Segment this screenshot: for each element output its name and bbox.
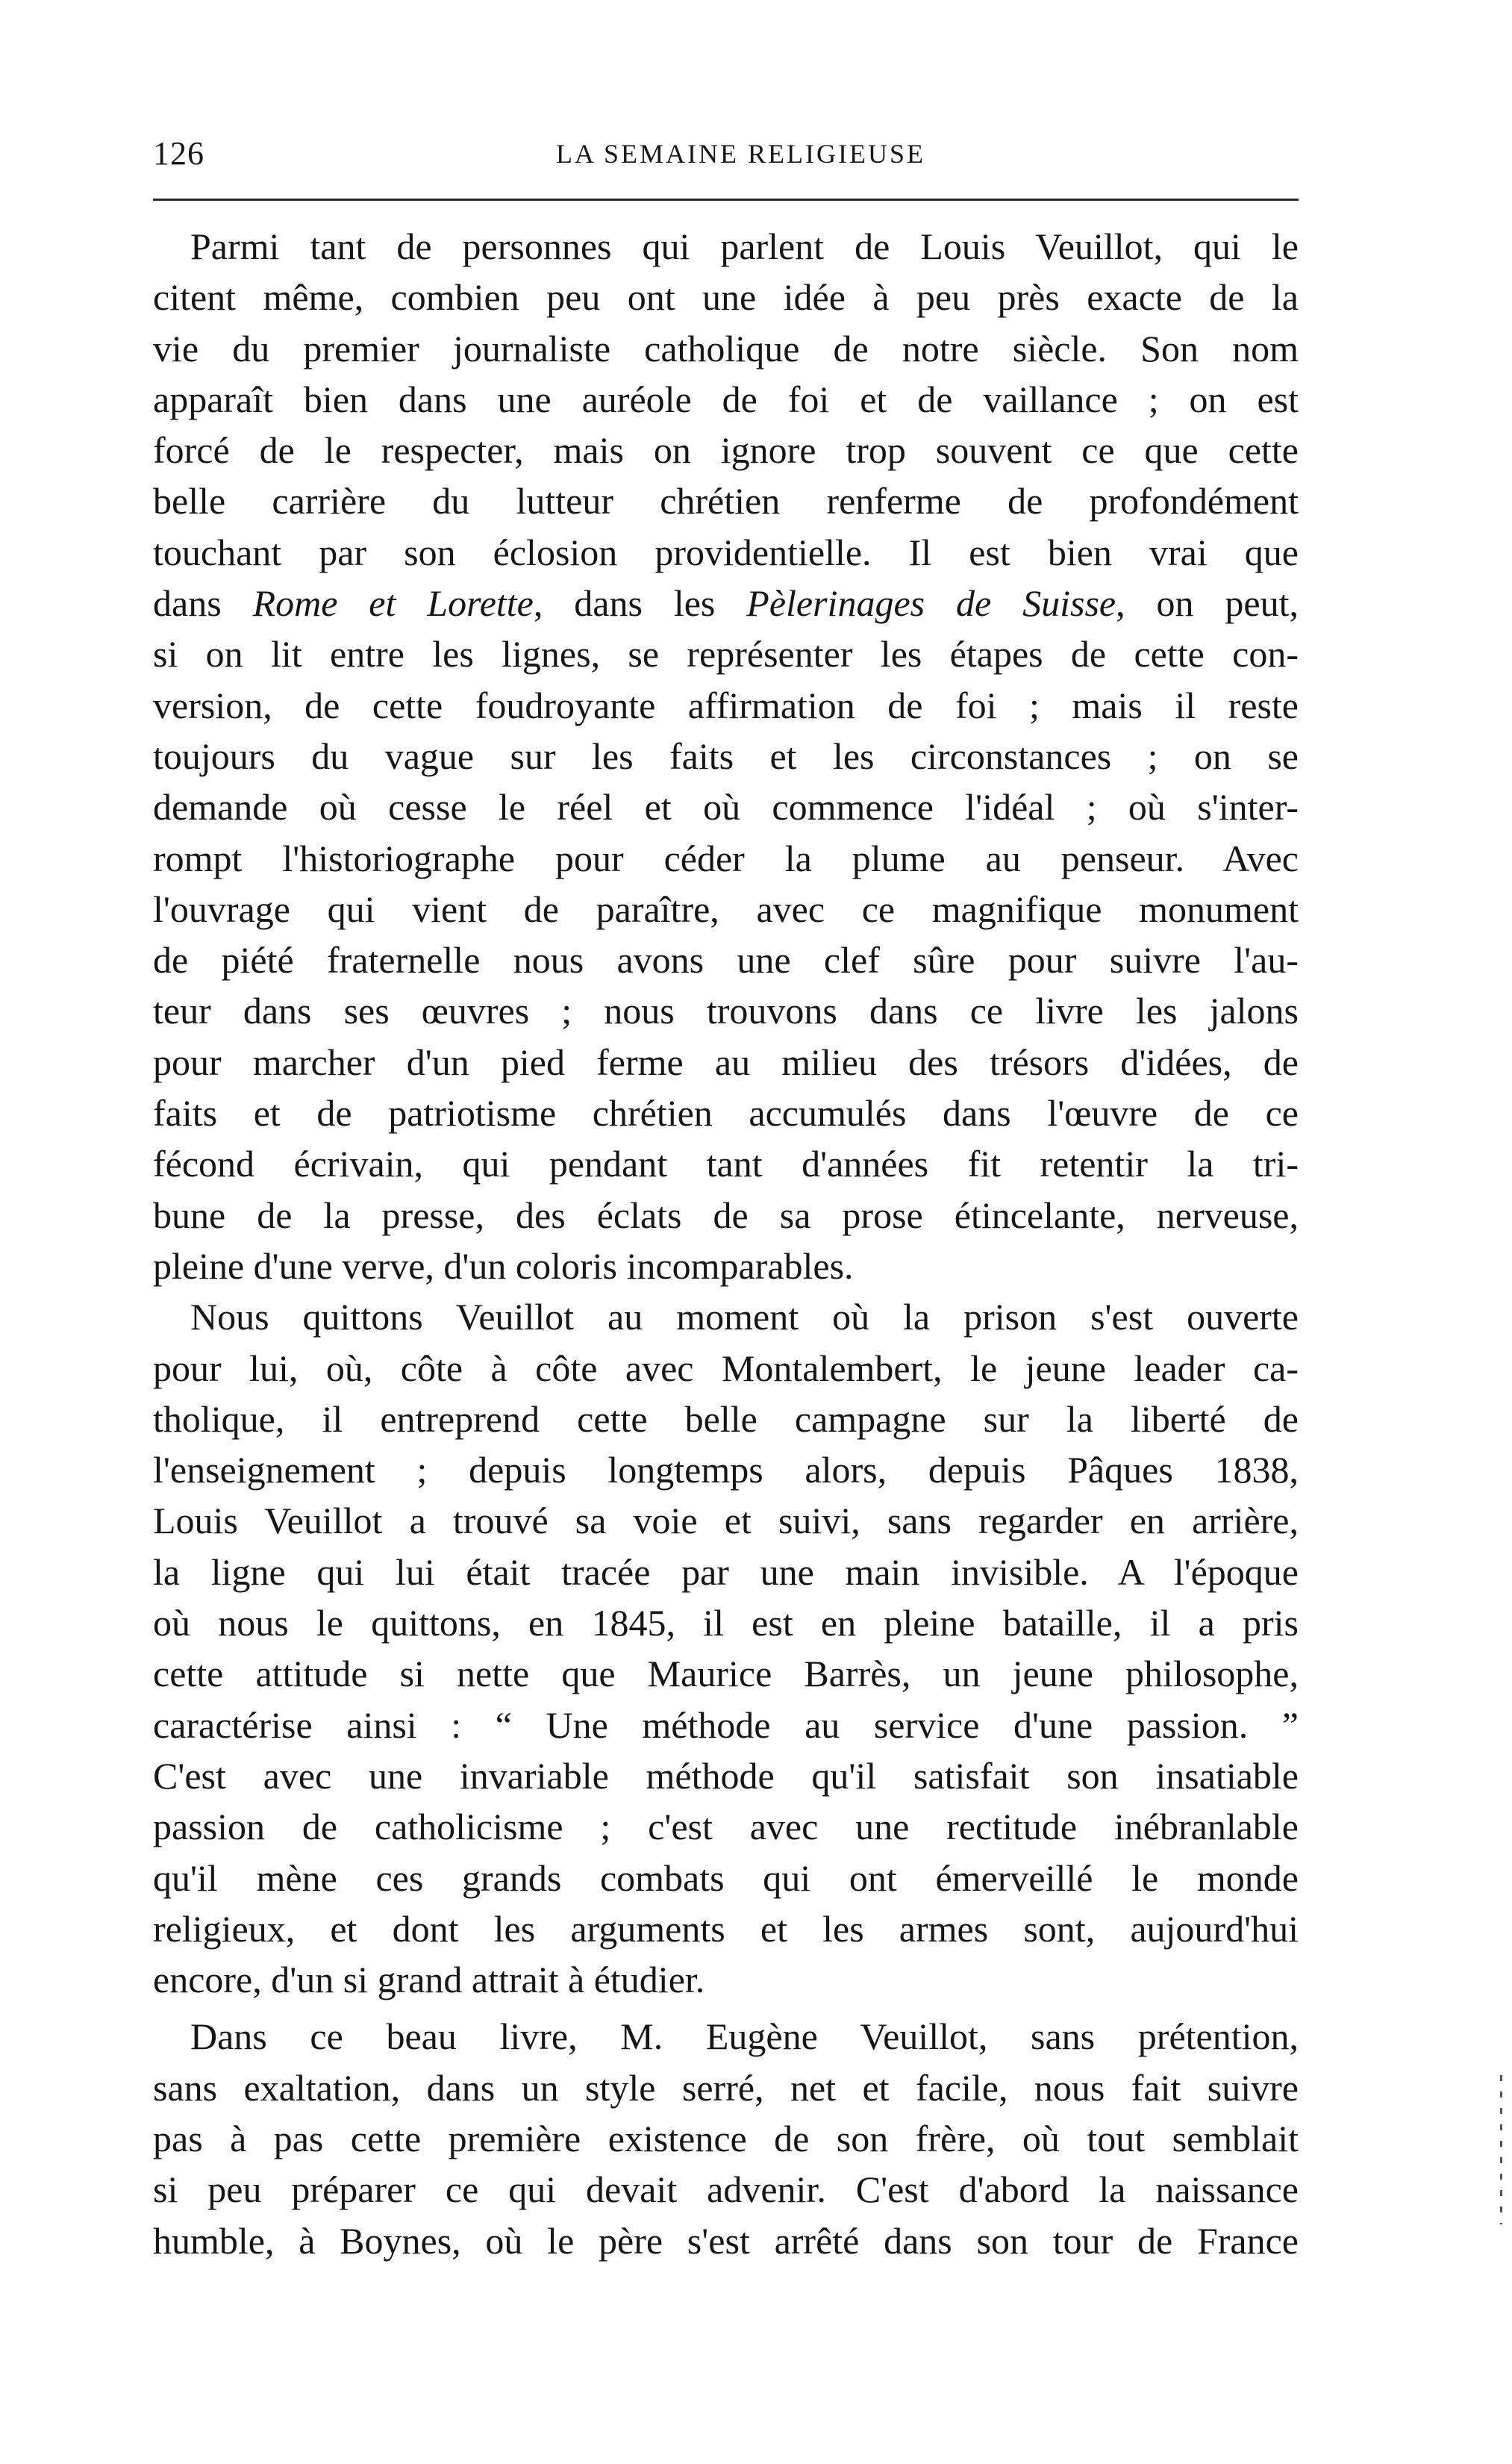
text-line-with-titles [153,578,1299,629]
text-line: cette attitude si nette que Maurice Barrès, un jeune philosophe, [153,1653,1299,1695]
paragraph-1 [153,221,1299,1291]
text-line: l'enseignement ; depuis longtemps alors, depuis Pâques 1838, [153,1449,1299,1491]
text-line: pleine d'une verve, d'un coloris incomparables. [153,1244,854,1287]
text-line: belle carrière du lutteur chrétien renferme de profondément [153,480,1299,523]
text-line: C'est avec une invariable méthode qu'il satisfait son insatiable [153,1754,1299,1797]
text-line: Nous quittons Veuillot au moment où la prison s'est ouverte [190,1296,1299,1338]
text-line: vie du premier journaliste catholique de notre siècle. Son nom [153,327,1299,369]
text-line: citent même, combien peu ont une idée à peu près exacte de la [153,276,1299,319]
text-line: touchant par son éclosion providentielle. Il est bien vrai que [153,531,1299,573]
text-line: faits et de patriotisme chrétien accumulés dans l'œuvre de ce [153,1092,1299,1135]
text-line: la ligne qui lui était tracée par une main invisible. A l'époque [153,1550,1299,1593]
text-line: forcé de le respecter, mais on ignore trop souvent ce que cette [153,429,1299,472]
text-line: teur dans ses œuvres ; nous trouvons dans ce livre les jalons [153,990,1299,1032]
text-line: pour lui, où, côte à côte avec Montalembert, le jeune leader ca- [153,1347,1299,1389]
text-fragment: , dans les [533,582,747,625]
text-line: si peu préparer ce qui devait advenir. C'est d'abord la naissance [153,2168,1299,2211]
text-line: qu'il mène ces grands combats qui ont émerveillé le monde [153,1856,1299,1899]
text-line: version, de cette foudroyante affirmation de foi ; mais il reste [153,684,1299,726]
text-line: bune de la presse, des éclats de sa prose étincelante, nerveuse, [153,1194,1299,1236]
header-rule [153,199,1299,201]
text-line: Dans ce beau livre, M. Eugène Veuillot, sans prétention, [190,2015,1299,2058]
text-line: rompt l'historiographe pour céder la plume au penseur. Avec [153,837,1299,879]
page-number: 126 [153,135,204,172]
text-line: de piété fraternelle nous avons une clef sûre pour suivre l'au- [153,939,1299,982]
margin-scan-marks [1500,2075,1502,2224]
text-line: tholique, il entreprend cette belle campagne sur la liberté de [153,1397,1299,1440]
text-line: sans exaltation, dans un style serré, net et facile, nous fait suivre [153,2066,1299,2109]
text-line: où nous le quittons, en 1845, il est en pleine bataille, il a pris [153,1602,1299,1644]
book-title-rome-et-lorette: Rome et Lorette [252,582,534,625]
book-title-pelerinages-de-suisse: Pèlerinages de Suisse [746,582,1116,625]
text-line: caractérise ainsi : “ Une méthode au service d'une passion. ” [153,1703,1299,1746]
text-line: fécond écrivain, qui pendant tant d'années fit retentir la tri- [153,1143,1299,1185]
text-line: Louis Veuillot a trouvé sa voie et suivi, sans regarder en arrière, [153,1500,1299,1542]
text-line: passion de catholicisme ; c'est avec une rectitude inébranlable [153,1806,1299,1848]
running-title: LA SEMAINE RELIGIEUSE [556,139,925,169]
text-line: demande où cesse le réel et où commence l'idéal ; où s'inter- [153,786,1299,829]
paragraph-3 [153,2011,1299,2265]
text-line: religieux, et dont les arguments et les armes sont, aujourd'hui [153,1907,1299,1950]
paragraph-2 [153,1291,1299,2005]
text-line: pour marcher d'un pied ferme au milieu des trésors d'idées, de [153,1041,1299,1083]
text-line: toujours du vague sur les faits et les circonstances ; on se [153,734,1299,777]
text-fragment: dans [153,582,253,625]
text-fragment: , on peut, [1116,582,1299,625]
text-line: encore, d'un si grand attrait à étudier. [153,1959,705,2001]
text-line: pas à pas cette première existence de son frère, où tout semblait [153,2117,1299,2159]
page-header [153,131,1299,184]
text-line: Parmi tant de personnes qui parlent de Louis Veuillot, qui le [190,225,1299,267]
text-line: l'ouvrage qui vient de paraître, avec ce magnifique monument [153,888,1299,930]
text-line: humble, à Boynes, où le père s'est arrêté dans son tour de France [153,2219,1299,2262]
text-line: apparaît bien dans une auréole de foi et de vaillance ; on est [153,378,1299,420]
body-text [153,221,1299,2266]
text-line: si on lit entre les lignes, se représenter les étapes de cette con- [153,633,1299,676]
